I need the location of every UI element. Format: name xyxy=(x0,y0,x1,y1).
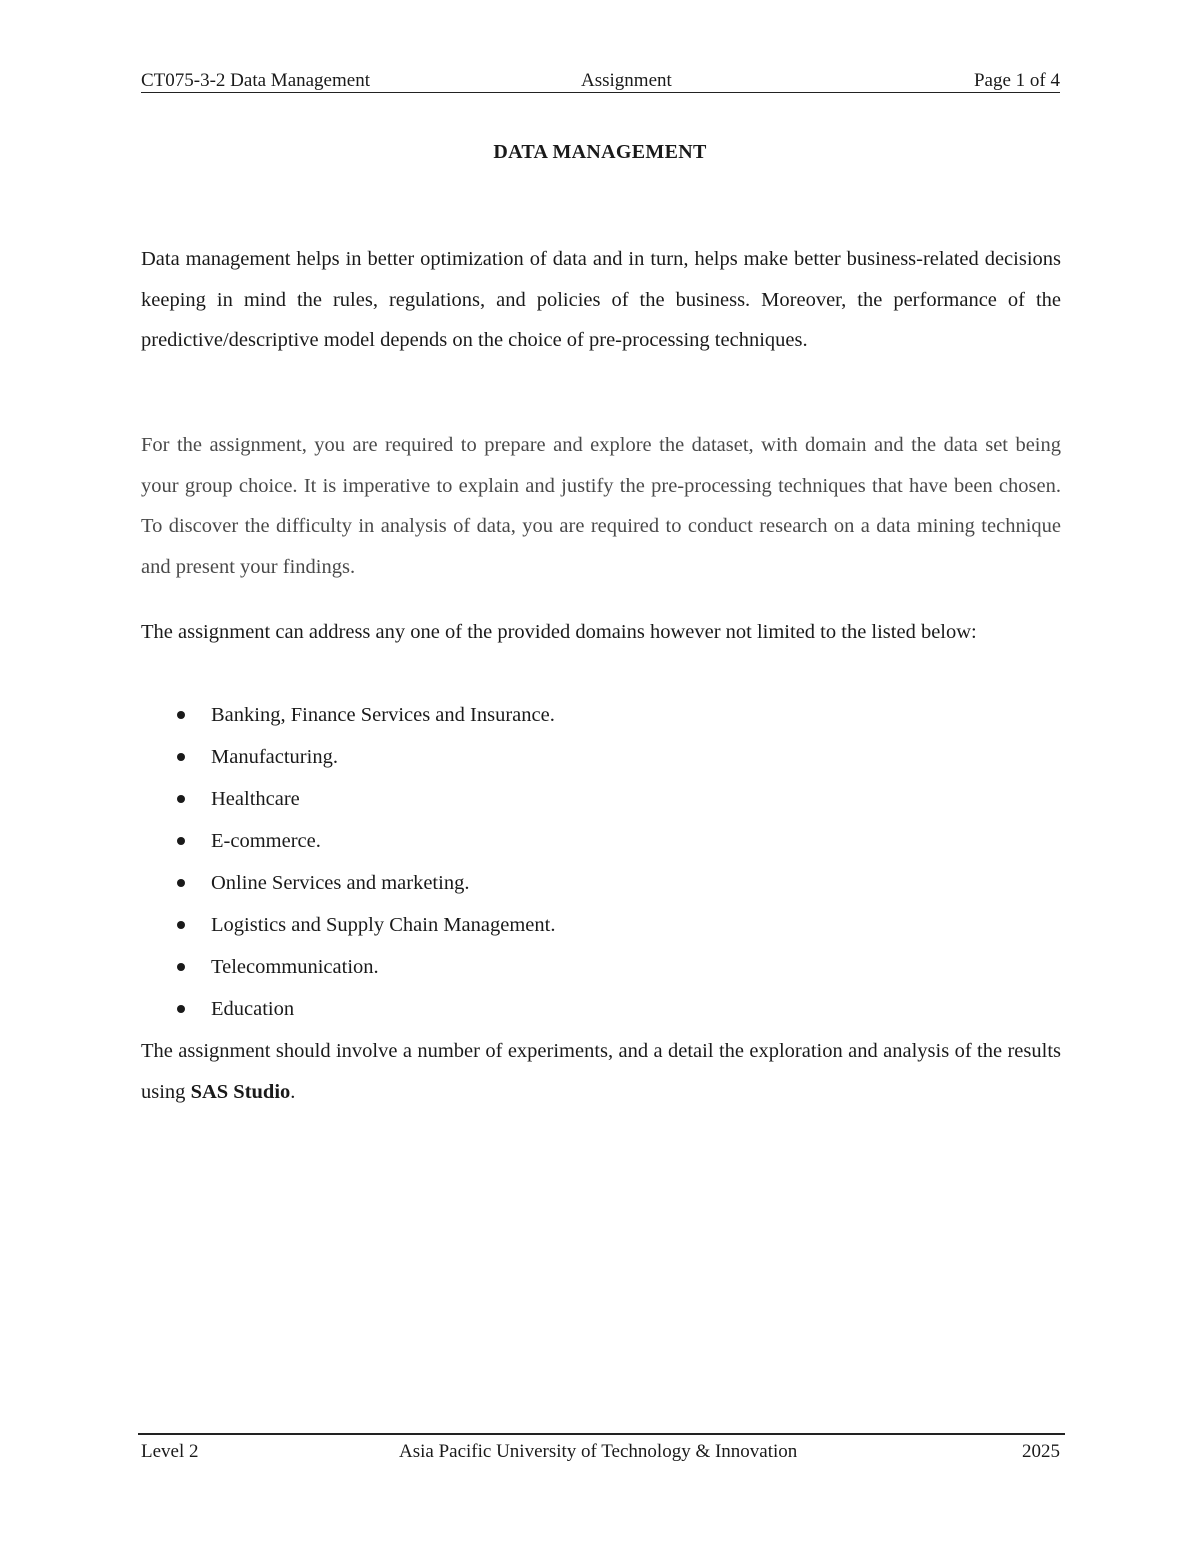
document-type: Assignment xyxy=(581,70,672,91)
domain-label: Telecommunication. xyxy=(211,956,379,978)
domain-label: Manufacturing. xyxy=(211,746,338,768)
tools-paragraph xyxy=(141,1031,1061,1112)
domain-list xyxy=(141,694,555,1030)
institution-name: Asia Pacific University of Technology & Innovation xyxy=(399,1441,798,1462)
page-header xyxy=(141,70,1060,93)
page-footer xyxy=(141,1440,1060,1464)
bullet-icon xyxy=(177,795,185,803)
domain-label: Banking, Finance Services and Insurance. xyxy=(211,704,555,726)
bullet-icon xyxy=(177,837,185,845)
bullet-icon xyxy=(177,921,185,929)
tools-text-end: . xyxy=(290,1080,296,1103)
domain-label: Online Services and marketing. xyxy=(211,872,470,894)
domain-label: E-commerce. xyxy=(211,830,321,852)
course-level: Level 2 xyxy=(141,1441,199,1462)
requirements-paragraph: For the assignment, you are required to prepare and explore the dataset, with domain and the data set being your group choice. It is imperative to explain and justify the pre-processing techniques that have been chosen. To discover the difficulty in analysis of data, you are required to conduct research on a data mining technique and present your findings. xyxy=(141,434,1061,578)
page-number: Page 1 of 4 xyxy=(973,70,1060,91)
tool-name: SAS Studio xyxy=(190,1080,291,1103)
domain-label: Education xyxy=(211,998,295,1020)
domain-label: Healthcare xyxy=(211,788,300,810)
year: 2025 xyxy=(1022,1441,1060,1462)
course-code: CT075-3-2 Data Management xyxy=(141,70,370,91)
list-item xyxy=(141,820,555,862)
list-item xyxy=(141,694,555,736)
bullet-icon xyxy=(177,963,185,971)
domains-intro-paragraph: The assignment can address any one of the provided domains however not limited to the listed below: xyxy=(141,621,977,643)
bullet-icon xyxy=(177,879,185,887)
list-item xyxy=(141,862,555,904)
list-item xyxy=(141,988,555,1030)
list-item xyxy=(141,904,555,946)
bullet-icon xyxy=(177,753,185,761)
intro-paragraph: Data management helps in better optimization of data and in turn, helps make better business-related decisions keeping in mind the rules, regulations, and policies of the business. Moreover, the performance of the predictive/descriptive model depends on the choice of pre-processing techniques. xyxy=(141,248,1061,352)
bullet-icon xyxy=(177,1005,185,1013)
list-item xyxy=(141,778,555,820)
domain-label: Logistics and Supply Chain Management. xyxy=(211,914,556,936)
document-title: DATA MANAGEMENT xyxy=(493,141,707,163)
list-item xyxy=(141,946,555,988)
bullet-icon xyxy=(177,711,185,719)
tools-text: The assignment should involve a number of experiments, and a detail the exploration and analysis of the results using xyxy=(141,1040,1061,1103)
footer-divider xyxy=(138,1433,1065,1435)
list-item xyxy=(141,736,555,778)
